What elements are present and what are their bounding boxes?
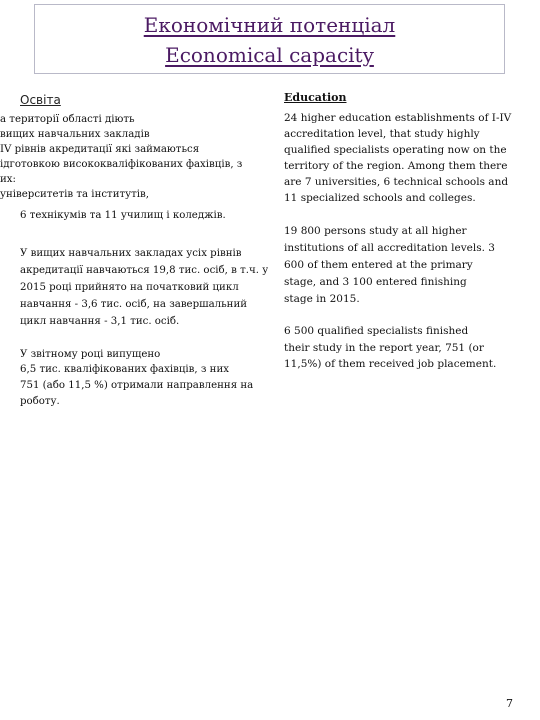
ukrainian-heading: Освіта [20, 93, 61, 107]
english-text-line: qualified specialists operating now on the [284, 144, 507, 156]
ukrainian-text-line: 751 (або 11,5 %) отримали направлення на [20, 380, 254, 391]
english-text-line: 6 500 qualified specialists finished [284, 325, 469, 337]
slide-title-box [34, 4, 505, 74]
english-text-line: 600 of them entered at the primary [284, 259, 473, 271]
ukrainian-text-line: их: [0, 174, 16, 185]
english-heading: Education [284, 91, 347, 104]
ukrainian-text-line: 6,5 тис. кваліфікованих фахівців, з них [20, 364, 229, 375]
ukrainian-text-line: IV рівнів акредитації які займаються [0, 144, 200, 155]
english-text-line: stage in 2015. [284, 293, 360, 305]
english-text-line: 11,5%) of them received job placement. [284, 358, 497, 370]
english-text-line: are 7 universities, 6 technical schools and [284, 176, 509, 188]
ukrainian-text-line: У вищих навчальних закладах усіх рівнів [20, 248, 242, 259]
english-text-line: accreditation level, that study highly [284, 128, 480, 140]
slide-title-english: Economical capacity [165, 43, 374, 67]
english-text-line: stage, and 3 100 entered finishing [284, 276, 467, 288]
ukrainian-text-line: ідготовкою висококваліфікованих фахівців, з [0, 159, 243, 170]
page-number: 7 [506, 697, 513, 710]
ukrainian-text-line: У звітному році випущено [20, 349, 161, 360]
ukrainian-text-line: вищих навчальних закладів [0, 129, 150, 140]
ukrainian-text-line: 2015 році прийнято на початковий цикл [20, 282, 239, 293]
slide-title-ukrainian: Економічний потенціал [143, 13, 396, 37]
ukrainian-text-line: 6 технікумів та 11 училищ і коледжів. [20, 210, 226, 221]
english-text-line: 11 specialized schools and colleges. [284, 192, 476, 204]
ukrainian-text-line: роботу. [20, 396, 60, 407]
english-text-line: territory of the region. Among them there [284, 160, 508, 172]
english-text-line: their study in the report year, 751 (or [284, 342, 484, 354]
english-text-line: 19 800 persons study at all higher [284, 225, 467, 237]
ukrainian-text-line: цикл навчання - 3,1 тис. осіб. [20, 316, 180, 327]
ukrainian-text-line: а території області діють [0, 114, 135, 125]
ukrainian-text-line: навчання - 3,6 тис. осіб, на завершальний [20, 299, 248, 310]
english-text-line: 24 higher education establishments of I-IV [284, 112, 512, 124]
english-text-line: institutions of all accreditation levels. 3 [284, 242, 495, 254]
ukrainian-text-line: університетів та інститутів, [0, 189, 149, 200]
ukrainian-text-line: акредитації навчаються 19,8 тис. осіб, в т.ч. у [20, 265, 269, 276]
